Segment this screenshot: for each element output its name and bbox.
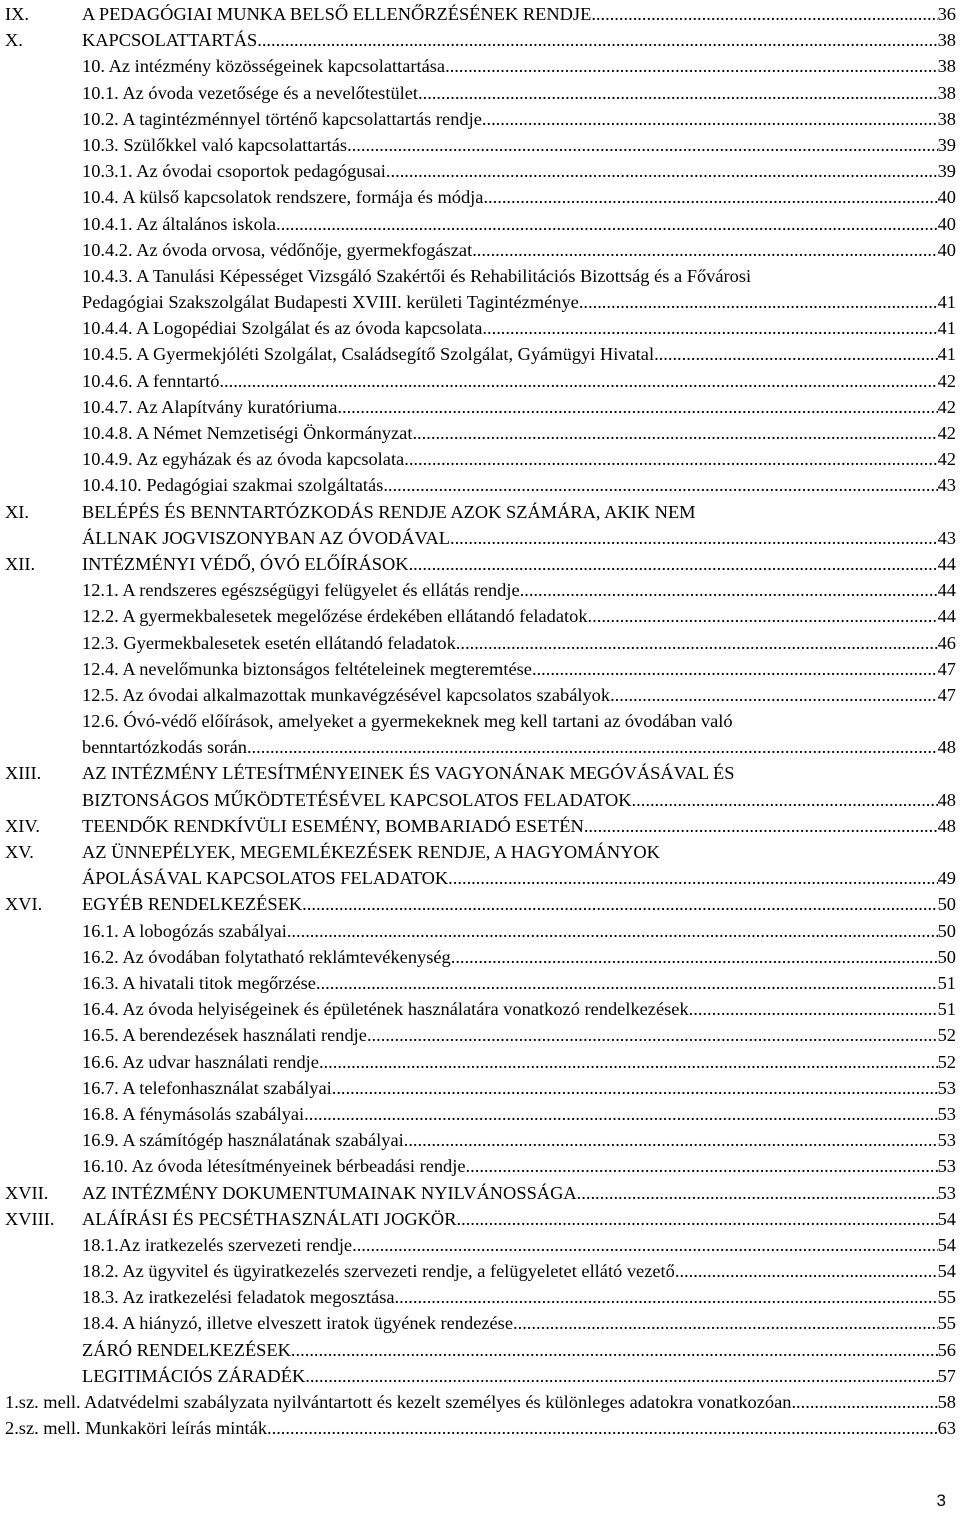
toc-entry-page: 38 bbox=[937, 30, 956, 51]
toc-entry-page: 44 bbox=[937, 553, 956, 574]
toc-dot-leader bbox=[591, 1, 937, 27]
toc-entry[interactable] bbox=[0, 446, 960, 472]
toc-entry-page: 53 bbox=[937, 1130, 956, 1151]
toc-entry-page: 57 bbox=[937, 1365, 956, 1386]
toc-dot-leader bbox=[450, 525, 938, 551]
toc-entry-page: 42 bbox=[937, 449, 956, 470]
toc-entry-title: 18.2. Az ügyvitel és ügyiratkezelés szervezeti rendje, a felügyeletet ellátó vezető bbox=[82, 1261, 675, 1282]
toc-entry[interactable] bbox=[0, 158, 960, 184]
toc-dot-leader bbox=[791, 1389, 937, 1415]
toc-entry-page: 42 bbox=[937, 396, 956, 417]
toc-dot-leader bbox=[386, 158, 938, 184]
toc-entry[interactable] bbox=[0, 315, 960, 341]
toc-entry-page: 38 bbox=[937, 82, 956, 103]
toc-dot-leader bbox=[482, 106, 938, 132]
toc-entry-title: TEENDŐK RENDKÍVÜLI ESEMÉNY, BOMBARIADÓ ESETÉN bbox=[82, 815, 584, 836]
toc-entry-page: 63 bbox=[937, 1418, 956, 1439]
toc-entry-page: 42 bbox=[937, 370, 956, 391]
toc-entry-page: 39 bbox=[937, 134, 956, 155]
toc-dot-leader bbox=[347, 132, 938, 158]
toc-entry[interactable] bbox=[0, 1180, 960, 1206]
toc-entry-title: KAPCSOLATTARTÁS bbox=[82, 30, 258, 51]
toc-dot-leader bbox=[675, 1258, 938, 1284]
toc-entry-page: 44 bbox=[937, 606, 956, 627]
toc-entry[interactable] bbox=[0, 1363, 960, 1389]
toc-entry-title: 10.4.9. Az egyházak és az óvoda kapcsolata bbox=[82, 449, 405, 470]
toc-entry-title: AZ INTÉZMÉNY DOKUMENTUMAINAK NYILVÁNOSSÁGA bbox=[82, 1182, 577, 1203]
toc-entry[interactable] bbox=[0, 368, 960, 394]
toc-dot-leader bbox=[404, 446, 937, 472]
toc-entry[interactable] bbox=[0, 211, 960, 237]
table-of-contents bbox=[0, 1, 960, 1441]
toc-entry-number: X. bbox=[5, 30, 23, 51]
toc-entry-number: XVII. bbox=[5, 1182, 49, 1203]
toc-entry-page: 48 bbox=[937, 815, 956, 836]
toc-entry-title: 12.5. Az óvodai alkalmazottak munkavégzésével kapcsolatos szabályok bbox=[82, 684, 611, 705]
toc-dot-leader bbox=[513, 1310, 938, 1336]
toc-entry-page: 41 bbox=[937, 318, 956, 339]
toc-entry-title: 10.4.6. A fenntartó bbox=[82, 370, 220, 391]
toc-dot-leader bbox=[302, 891, 937, 917]
toc-entry-title: EGYÉB RENDELKEZÉSEK bbox=[82, 894, 303, 915]
toc-entry[interactable] bbox=[0, 1389, 960, 1415]
toc-dot-leader bbox=[654, 341, 938, 367]
toc-entry-page: 48 bbox=[937, 737, 956, 758]
toc-entry[interactable] bbox=[0, 237, 960, 263]
toc-entry-page: 53 bbox=[937, 1156, 956, 1177]
toc-entry-title: 10.1. Az óvoda vezetősége és a nevelőtestület bbox=[82, 82, 419, 103]
toc-entry-page: 53 bbox=[937, 1077, 956, 1098]
toc-entry[interactable] bbox=[0, 1127, 960, 1153]
toc-dot-leader bbox=[577, 1180, 938, 1206]
toc-dot-leader bbox=[445, 53, 938, 79]
toc-entry-page: 36 bbox=[937, 4, 956, 24]
toc-dot-leader bbox=[367, 1022, 938, 1048]
toc-entry-page: 47 bbox=[937, 684, 956, 705]
toc-entry[interactable] bbox=[0, 839, 960, 891]
toc-entry-title: 16.1. A lobogózás szabályai bbox=[82, 920, 287, 941]
toc-entry-page: 54 bbox=[937, 1234, 956, 1255]
toc-dot-leader bbox=[291, 1337, 938, 1363]
toc-entry-number: IX. bbox=[5, 4, 30, 24]
toc-entry-page: 46 bbox=[937, 632, 956, 653]
toc-entry-number: XI. bbox=[5, 501, 30, 522]
toc-entry[interactable] bbox=[0, 1415, 960, 1441]
toc-entry[interactable] bbox=[0, 27, 960, 53]
toc-entry-title: BIZTONSÁGOS MŰKÖDTETÉSÉVEL KAPCSOLATOS FELADATOK bbox=[82, 789, 632, 810]
toc-entry[interactable] bbox=[0, 996, 960, 1022]
toc-entry[interactable] bbox=[0, 708, 960, 760]
toc-entry-page: 51 bbox=[937, 999, 956, 1020]
toc-dot-leader bbox=[412, 420, 937, 446]
toc-entry[interactable] bbox=[0, 891, 960, 917]
toc-entry-title: ZÁRÓ RENDELKEZÉSEK bbox=[82, 1339, 291, 1360]
toc-dot-leader bbox=[404, 1127, 938, 1153]
toc-entry-title: 18.3. Az iratkezelési feladatok megosztása bbox=[82, 1287, 395, 1308]
toc-entry[interactable] bbox=[0, 813, 960, 839]
toc-dot-leader bbox=[456, 630, 938, 656]
toc-dot-leader bbox=[383, 472, 937, 498]
toc-entry[interactable] bbox=[0, 394, 960, 420]
toc-entry-page: 50 bbox=[937, 894, 956, 915]
toc-entry-title: 10.4.5. A Gyermekjóléti Szolgálat, Családsegítő Szolgálat, Gyámügyi Hivatal bbox=[82, 344, 655, 365]
toc-entry-number: XV. bbox=[5, 842, 34, 863]
toc-entry-page: 52 bbox=[937, 1025, 956, 1046]
toc-entry-title: 16.7. A telefonhasználat szabályai bbox=[82, 1077, 332, 1098]
toc-entry-title: 10.4.3. A Tanulási Képességet Vizsgáló Szakértői és Rehabilitációs Bizottság és a Fővárosi bbox=[82, 265, 752, 286]
toc-entry-title: 2.sz. mell. Munkaköri leírás minták bbox=[5, 1418, 268, 1439]
toc-entry[interactable] bbox=[0, 918, 960, 944]
toc-entry-title: 10.3.1. Az óvodai csoportok pedagógusai bbox=[82, 161, 386, 182]
toc-entry-title: AZ ÜNNEPÉLYEK, MEGEMLÉKEZÉSEK RENDJE, A HAGYOMÁNYOK bbox=[82, 842, 660, 863]
toc-entry[interactable] bbox=[0, 1258, 960, 1284]
toc-entry-page: 55 bbox=[937, 1313, 956, 1334]
toc-dot-leader bbox=[257, 27, 937, 53]
toc-entry-title: benntartózkodás során bbox=[82, 737, 247, 758]
toc-entry-title: BELÉPÉS ÉS BENNTARTÓZKODÁS RENDJE AZOK SZÁMÁRA, AKIK NEM bbox=[82, 501, 696, 522]
toc-entry[interactable] bbox=[0, 1153, 960, 1179]
toc-entry[interactable] bbox=[0, 970, 960, 996]
toc-entry-title: 16.6. Az udvar használati rendje bbox=[82, 1051, 319, 1072]
toc-entry[interactable] bbox=[0, 682, 960, 708]
toc-entry-title: 10.4.4. A Logopédiai Szolgálat és az óvoda kapcsolata bbox=[82, 318, 483, 339]
toc-entry-page: 39 bbox=[937, 161, 956, 182]
toc-entry-page: 55 bbox=[937, 1287, 956, 1308]
toc-entry-title: 12.6. Óvó-védő előírások, amelyeket a gyermekeknek meg kell tartani az óvodában való bbox=[82, 711, 733, 732]
toc-entry-title: 16.4. Az óvoda helyiségeinek és épületének használatára vonatkozó rendelkezések bbox=[82, 999, 689, 1020]
toc-entry[interactable] bbox=[0, 1284, 960, 1310]
toc-entry[interactable] bbox=[0, 472, 960, 498]
toc-entry-page: 40 bbox=[937, 213, 956, 234]
toc-entry-page: 40 bbox=[937, 187, 956, 208]
toc-dot-leader bbox=[588, 603, 938, 629]
toc-entry-page: 41 bbox=[937, 292, 956, 313]
toc-entry-title: LEGITIMÁCIÓS ZÁRADÉK bbox=[82, 1365, 306, 1386]
toc-entry[interactable] bbox=[0, 1101, 960, 1127]
toc-entry-page: 41 bbox=[937, 344, 956, 365]
toc-entry-page: 50 bbox=[937, 946, 956, 967]
toc-dot-leader bbox=[456, 1206, 937, 1232]
toc-entry-number: XIII. bbox=[5, 763, 42, 784]
toc-entry-page: 54 bbox=[937, 1261, 956, 1282]
toc-entry-page: 38 bbox=[937, 108, 956, 129]
toc-entry-title: 16.9. A számítógép használatának szabályai bbox=[82, 1130, 404, 1151]
toc-entry[interactable] bbox=[0, 760, 960, 812]
toc-dot-leader bbox=[610, 682, 938, 708]
toc-dot-leader bbox=[584, 813, 938, 839]
toc-entry-title: 16.3. A hivatali titok megőrzése bbox=[82, 973, 316, 994]
toc-dot-leader bbox=[451, 944, 938, 970]
toc-dot-leader bbox=[482, 315, 937, 341]
toc-entry[interactable] bbox=[0, 106, 960, 132]
toc-entry[interactable] bbox=[0, 499, 960, 551]
toc-entry[interactable] bbox=[0, 1337, 960, 1363]
toc-entry-page: 56 bbox=[937, 1339, 956, 1360]
toc-entry-page: 52 bbox=[937, 1051, 956, 1072]
toc-entry-title: 10.4.2. Az óvoda orvosa, védőnője, gyermekfogászat bbox=[82, 239, 473, 260]
toc-entry[interactable] bbox=[0, 184, 960, 210]
toc-entry-title: 12.4. A nevelőmunka biztonságos feltételeinek megteremtése bbox=[82, 658, 532, 679]
toc-entry-page: 38 bbox=[937, 56, 956, 77]
toc-dot-leader bbox=[337, 394, 937, 420]
toc-entry-title: AZ INTÉZMÉNY LÉTESÍTMÉNYEINEK ÉS VAGYONÁNAK MEGÓVÁSÁVAL ÉS bbox=[82, 763, 735, 784]
toc-entry-title: Pedagógiai Szakszolgálat Budapesti XVIII. kerületi Tagintézménye bbox=[82, 292, 579, 313]
toc-entry-number: XII. bbox=[5, 553, 36, 574]
toc-entry-title: 18.4. A hiányzó, illetve elveszett iratok ügyének rendezése bbox=[82, 1313, 514, 1334]
toc-dot-leader bbox=[247, 734, 938, 760]
toc-dot-leader bbox=[332, 1075, 938, 1101]
toc-dot-leader bbox=[304, 1101, 937, 1127]
toc-dot-leader bbox=[466, 1153, 938, 1179]
toc-entry-page: 50 bbox=[937, 920, 956, 941]
toc-dot-leader bbox=[579, 289, 938, 315]
toc-entry-page: 58 bbox=[937, 1392, 956, 1413]
toc-dot-leader bbox=[395, 1284, 938, 1310]
toc-entry-title: ALÁÍRÁSI ÉS PECSÉTHASZNÁLATI JOGKÖR bbox=[82, 1208, 457, 1229]
toc-entry[interactable] bbox=[0, 1022, 960, 1048]
toc-entry-title: 12.1. A rendszeres egészségügyi felügyelet és ellátás rendje bbox=[82, 580, 520, 601]
toc-entry[interactable] bbox=[0, 80, 960, 106]
toc-entry-title: 18.1.Az iratkezelés szervezeti rendje bbox=[82, 1234, 353, 1255]
toc-entry-page: 47 bbox=[937, 658, 956, 679]
toc-entry[interactable] bbox=[0, 1310, 960, 1336]
toc-dot-leader bbox=[532, 656, 938, 682]
toc-entry-title: 10. Az intézmény közösségeinek kapcsolattartása bbox=[82, 56, 446, 77]
toc-entry-page: 54 bbox=[937, 1208, 956, 1229]
toc-entry-title: 10.4.10. Pedagógiai szakmai szolgáltatás bbox=[82, 475, 384, 496]
toc-entry[interactable] bbox=[0, 263, 960, 315]
toc-entry[interactable] bbox=[0, 1075, 960, 1101]
toc-dot-leader bbox=[472, 237, 937, 263]
toc-dot-leader bbox=[276, 211, 938, 237]
toc-dot-leader bbox=[448, 865, 937, 891]
toc-entry[interactable] bbox=[0, 1206, 960, 1232]
toc-dot-leader bbox=[267, 1415, 938, 1441]
toc-entry-page: 53 bbox=[937, 1182, 956, 1203]
toc-entry-page: 42 bbox=[937, 423, 956, 444]
toc-entry-title: ÁLLNAK JOGVISZONYBAN AZ ÓVODÁVAL bbox=[82, 527, 450, 548]
toc-entry[interactable] bbox=[0, 577, 960, 603]
toc-entry-title: ÁPOLÁSÁVAL KAPCSOLATOS FELADATOK bbox=[82, 868, 449, 889]
toc-entry-title: INTÉZMÉNYI VÉDŐ, ÓVÓ ELŐÍRÁSOK bbox=[82, 553, 409, 574]
toc-dot-leader bbox=[352, 1232, 938, 1258]
toc-entry-number: XVIII. bbox=[5, 1208, 55, 1229]
toc-entry-title: 16.5. A berendezések használati rendje bbox=[82, 1025, 367, 1046]
toc-dot-leader bbox=[319, 1049, 938, 1075]
toc-entry[interactable] bbox=[0, 603, 960, 629]
toc-dot-leader bbox=[316, 970, 938, 996]
toc-dot-leader bbox=[632, 787, 938, 813]
toc-entry[interactable] bbox=[0, 1049, 960, 1075]
toc-entry-page: 48 bbox=[937, 789, 956, 810]
toc-entry[interactable] bbox=[0, 630, 960, 656]
toc-entry-page: 43 bbox=[937, 475, 956, 496]
toc-entry[interactable] bbox=[0, 132, 960, 158]
toc-entry-title: 10.4.1. Az általános iskola bbox=[82, 213, 277, 234]
toc-dot-leader bbox=[409, 551, 938, 577]
toc-entry-title: 1.sz. mell. Adatvédelmi szabályzata nyilvántartott és kezelt személyes és különleges adatokra vonatkozóan bbox=[5, 1392, 792, 1413]
toc-entry-title: 16.10. Az óvoda létesítményeinek bérbeadási rendje bbox=[82, 1156, 466, 1177]
toc-dot-leader bbox=[520, 577, 938, 603]
toc-entry-page: 53 bbox=[937, 1103, 956, 1124]
toc-entry-title: 16.2. Az óvodában folytatható reklámtevékenység bbox=[82, 946, 451, 967]
toc-entry[interactable] bbox=[0, 1232, 960, 1258]
toc-dot-leader bbox=[305, 1363, 937, 1389]
toc-entry-title: 16.8. A fénymásolás szabályai bbox=[82, 1103, 305, 1124]
toc-entry-number: XIV. bbox=[5, 815, 40, 836]
toc-entry-title: 12.2. A gyermekbalesetek megelőzése érdekében ellátandó feladatok bbox=[82, 606, 588, 627]
toc-dot-leader bbox=[418, 80, 938, 106]
toc-entry-title: 10.4.7. Az Alapítvány kuratóriuma bbox=[82, 396, 338, 417]
toc-entry[interactable] bbox=[0, 656, 960, 682]
toc-entry[interactable] bbox=[0, 420, 960, 446]
toc-entry[interactable] bbox=[0, 1, 960, 27]
toc-dot-leader bbox=[483, 184, 937, 210]
toc-entry[interactable] bbox=[0, 944, 960, 970]
toc-entry[interactable] bbox=[0, 53, 960, 79]
toc-entry-page: 43 bbox=[937, 527, 956, 548]
toc-entry-title: A PEDAGÓGIAI MUNKA BELSŐ ELLENŐRZÉSÉNEK RENDJE bbox=[82, 4, 592, 24]
toc-entry-title: 10.4.8. A Német Nemzetiségi Önkormányzat bbox=[82, 423, 413, 444]
toc-entry-page: 40 bbox=[937, 239, 956, 260]
toc-entry-title: 12.3. Gyermekbalesetek esetén ellátandó feladatok bbox=[82, 632, 456, 653]
toc-entry-page: 49 bbox=[937, 868, 956, 889]
toc-entry[interactable] bbox=[0, 551, 960, 577]
toc-entry-number: XVI. bbox=[5, 894, 43, 915]
toc-entry-title: 10.4. A külső kapcsolatok rendszere, formája és módja bbox=[82, 187, 484, 208]
toc-dot-leader bbox=[219, 368, 937, 394]
toc-entry-title: 10.3. Szülőkkel való kapcsolattartás bbox=[82, 134, 348, 155]
page-number: 3 bbox=[936, 1491, 946, 1510]
toc-dot-leader bbox=[287, 918, 938, 944]
toc-entry[interactable] bbox=[0, 341, 960, 367]
toc-entry-title: 10.2. A tagintézménnyel történő kapcsolattartás rendje bbox=[82, 108, 482, 129]
toc-dot-leader bbox=[689, 996, 938, 1022]
toc-entry-page: 51 bbox=[937, 973, 956, 994]
toc-entry-page: 44 bbox=[937, 580, 956, 601]
